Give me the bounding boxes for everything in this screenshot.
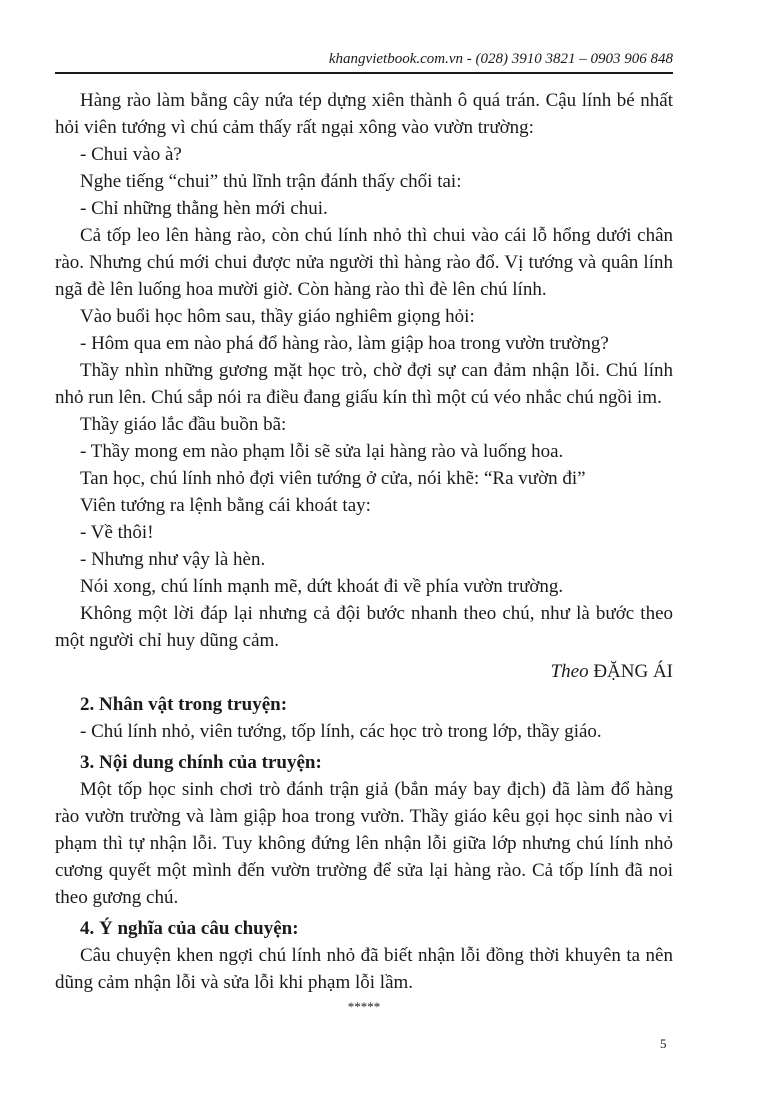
section-heading: 4. Ý nghĩa của câu chuyện: <box>80 918 299 939</box>
end-mark: ***** <box>347 999 381 1014</box>
story-paragraph: Nghe tiếng “chui” thủ lĩnh trận đánh thấy chối tai: <box>80 171 462 192</box>
story-paragraph: Thầy nhìn những gương mặt học trò, chờ đợi sự can đảm nhận lỗi. Chú lính nhỏ run lên. Chú sắp nói ra điều đang giấu kín thì một cú véo nhắc chú ngồi im. <box>55 360 673 408</box>
story-paragraph: - Chỉ những thằng hèn mới chui. <box>80 198 328 219</box>
story-paragraph: - Nhưng như vậy là hèn. <box>80 549 266 570</box>
story-paragraph: - Hôm qua em nào phá đổ hàng rào, làm giập hoa trong vườn trường? <box>80 333 609 354</box>
story-paragraph: Viên tướng ra lệnh bằng cái khoát tay: <box>80 495 371 516</box>
section-heading: 2. Nhân vật trong truyện: <box>80 694 288 715</box>
page-number: 5 <box>660 1036 667 1051</box>
section-heading: 3. Nội dung chính của truyện: <box>80 752 322 773</box>
page-header: khangvietbook.com.vn - (028) 3910 3821 – 0903 906 848 <box>328 51 673 67</box>
story-paragraph: Vào buổi học hôm sau, thầy giáo nghiêm giọng hỏi: <box>80 306 475 327</box>
attribution <box>55 658 673 685</box>
story-paragraph: - Thầy mong em nào phạm lỗi sẽ sửa lại hàng rào và luống hoa. <box>80 441 564 462</box>
header-divider <box>55 72 673 74</box>
story-paragraph: Hàng rào làm bằng cây nứa tép dựng xiên thành ô quá trán. Cậu lính bé nhất hỏi viên tướng vì chú cảm thấy rất ngại xông vào vườn trường: <box>55 90 673 138</box>
page-content <box>55 87 673 1016</box>
section-body: Một tốp học sinh chơi trò đánh trận giả (bắn máy bay địch) đã làm đổ hàng rào vườn trường và làm giập hoa trong vườn. Thầy giáo kêu gọi học sinh nào vi phạm thì tự nhận lỗi. Tuy không đứng lên nhận lỗi giữa lớp nhưng chú lính nhỏ cương quyết một mình đến vườn trường để sửa lại hàng rào. Cả tốp lính đã noi theo gương chú. <box>55 779 673 908</box>
story-paragraph: Tan học, chú lính nhỏ đợi viên tướng ở cửa, nói khẽ: “Ra vườn đi” <box>80 468 586 489</box>
story-paragraph: Nói xong, chú lính mạnh mẽ, dứt khoát đi về phía vườn trường. <box>80 576 564 597</box>
attribution-author: ĐẶNG ÁI <box>593 661 673 682</box>
story-paragraph: - Về thôi! <box>80 522 154 543</box>
section-body: Câu chuyện khen ngợi chú lính nhỏ đã biết nhận lỗi đồng thời khuyên ta nên dũng cảm nhận lỗi và sửa lỗi khi phạm lỗi lầm. <box>55 945 673 993</box>
story-paragraph: Cả tốp leo lên hàng rào, còn chú lính nhỏ thì chui vào cái lỗ hổng dưới chân rào. Nhưng chú mới chui được nửa người thì hàng rào đổ. Vị tướng và quân lính ngã đè lên luống hoa mười giờ. Còn hàng rào thì đè lên chú lính. <box>55 225 673 300</box>
section-body: - Chú lính nhỏ, viên tướng, tốp lính, các học trò trong lớp, thầy giáo. <box>80 721 602 742</box>
story-paragraph: - Chui vào à? <box>80 144 182 165</box>
story-paragraph: Thầy giáo lắc đầu buồn bã: <box>80 414 287 435</box>
story-paragraph: Không một lời đáp lại nhưng cả đội bước nhanh theo chú, như là bước theo một người chỉ huy dũng cảm. <box>55 603 673 651</box>
attribution-prefix: Theo <box>550 661 589 682</box>
